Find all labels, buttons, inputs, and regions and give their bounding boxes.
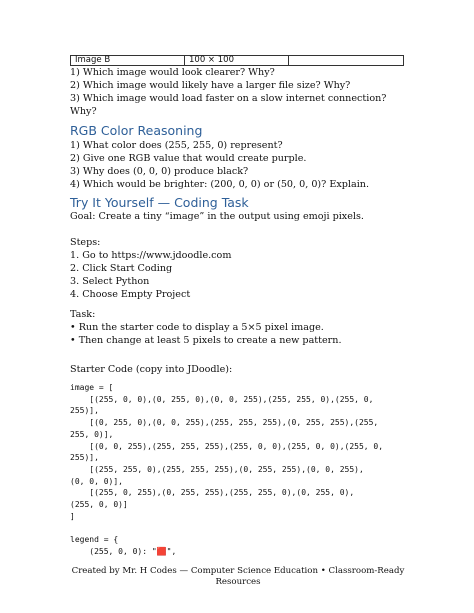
table-cell: 100 × 100 [185,56,289,66]
table-cell: Image B [71,56,185,66]
task-block [70,308,410,347]
steps-block [70,236,410,301]
step-item: 2. Click Start Coding [70,263,173,274]
table-row [71,56,404,66]
goal: Goal: Create a tiny “image” in the output using emoji pixels. [70,211,364,222]
rgb-heading: RGB Color Reasoning [70,123,203,138]
question: 2) Which image would likely have a larger file size? Why? [70,80,351,91]
task-label: Task: [70,309,96,320]
task-item: • Run the starter code to display a 5×5 pixel image. [70,322,324,333]
question: 4) Which would be brighter: (200, 0, 0) or (50, 0, 0)? Explain. [70,179,370,190]
step-item: 4. Choose Empty Project [70,289,191,300]
table-cell [289,56,404,66]
starter-code-label: Starter Code (copy into JDoodle): [70,364,233,375]
question: 1) What color does (255, 255, 0) represent? [70,140,283,151]
step-item: 3. Select Python [70,276,150,287]
page-footer: Created by Mr. H Codes — Computer Science Education • Classroom-Ready Resources [71,566,405,587]
question: 3) Which image would load faster on a slow internet connection? Why? [70,93,387,117]
question: 2) Give one RGB value that would create purple. [70,153,307,164]
image-questions [70,66,410,118]
rgb-questions [70,139,410,191]
starter-code-label-block [70,363,410,376]
image-size-table [70,55,404,66]
starter-code-block: image = [ [(255, 0, 0),(0, 255, 0),(0, 0, 255),(255, 255, 0),(255, 0, 255)], [(0, 255, 0),(0, 0, 255),(255, 255, 255),(0, 255, 255),(255, 255, 0)], [(0, 0, 255),(255, 255, 255),(255, 0, 0),(255, 0, 0),(255, 0, 255)], [(255, 255, 0),(255, 255, 255),(0, 255, 255),(0, 0, 255), (0, 0, 0)], [(255, 0, 255),(0, 255, 255),(255, 255, 0),(0, 255, 0), (255, 0, 0)] ] legend = { (255, 0, 0): "🟥", [70,383,384,556]
coding-task-heading: Try It Yourself — Coding Task [70,195,249,210]
goal-text [70,210,410,223]
question: 3) Why does (0, 0, 0) produce black? [70,166,249,177]
steps-label: Steps: [70,237,101,248]
step-item: 1. Go to https://www.jdoodle.com [70,250,232,261]
task-item: • Then change at least 5 pixels to create a new pattern. [70,335,342,346]
question: 1) Which image would look clearer? Why? [70,67,275,78]
